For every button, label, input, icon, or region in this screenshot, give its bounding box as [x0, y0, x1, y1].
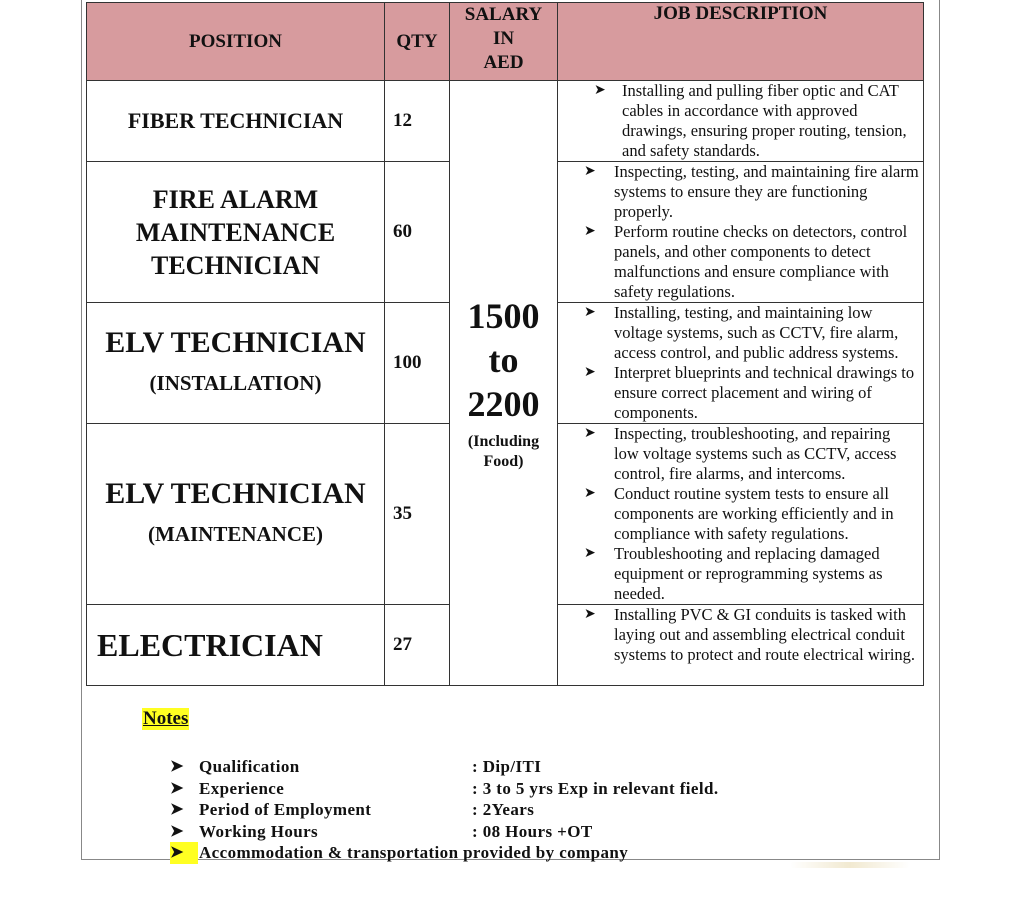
- position-electrician: ELECTRICIAN: [87, 605, 385, 686]
- description-text: Installing, testing, and maintaining low voltage systems, such as CCTV, fire alarm, access control, and public address systems.: [614, 303, 899, 362]
- header-salary: [450, 3, 558, 81]
- header-qty: QTY: [385, 3, 450, 81]
- description-text: Conduct routine system tests to ensure all components are working efficiently and in compliance with safety regulations.: [614, 484, 894, 543]
- position-elv-installation: [87, 303, 385, 424]
- job-description: [558, 81, 924, 162]
- arrow-bullet-icon: ➤: [170, 801, 184, 819]
- note-label: Period of Employment: [199, 800, 372, 820]
- table-header-row: [87, 3, 924, 81]
- salary-note: [450, 432, 557, 472]
- notes-title: Notes: [143, 708, 189, 729]
- arrow-bullet-icon: ➤: [170, 758, 184, 775]
- qty-value: 35: [385, 424, 450, 605]
- list-item: [558, 222, 923, 302]
- header-job-description: JOB DESCRIPTION: [558, 3, 924, 81]
- position-fiber-technician: FIBER TECHNICIAN: [87, 81, 385, 162]
- note-label: Qualification: [199, 757, 300, 776]
- job-description: [558, 424, 924, 605]
- arrow-bullet-icon: ➤: [584, 224, 596, 239]
- header-position: POSITION: [87, 3, 385, 81]
- salary-from: 1500: [467, 296, 540, 336]
- job-description: [558, 303, 924, 424]
- position-fire-alarm-technician: [87, 162, 385, 303]
- position-subtitle: (MAINTENANCE): [148, 522, 323, 546]
- position-subtitle: (INSTALLATION): [149, 371, 322, 395]
- table-row: [87, 81, 924, 162]
- position-line: MAINTENANCE: [135, 217, 336, 247]
- position-title: ELV TECHNICIAN: [105, 326, 366, 359]
- position-elv-maintenance: [87, 424, 385, 605]
- arrow-bullet-icon: ➤: [584, 305, 596, 320]
- position-line: FIRE ALARM: [152, 184, 319, 214]
- position-line: TECHNICIAN: [150, 250, 321, 280]
- note-label: Experience: [199, 778, 285, 798]
- salary-cell: [450, 81, 558, 686]
- header-salary-line3: AED: [483, 52, 524, 73]
- job-description: [558, 162, 924, 303]
- position-title: ELV TECHNICIAN: [105, 477, 366, 510]
- note-label: Working Hours: [199, 821, 319, 841]
- qty-value: 27: [385, 605, 450, 686]
- arrow-bullet-icon: ➤: [584, 486, 596, 501]
- scan-smudge: [790, 862, 910, 868]
- arrow-bullet-icon: ➤: [584, 607, 596, 622]
- job-description: [558, 605, 924, 686]
- salary-note-line1: (Including: [467, 433, 540, 450]
- list-item: [558, 303, 923, 363]
- arrow-bullet-icon: ➤: [170, 779, 184, 797]
- note-value: : 08 Hours +OT: [472, 821, 593, 841]
- list-item: [558, 81, 923, 161]
- note-value: : 2Years: [472, 800, 535, 820]
- list-item: [558, 484, 923, 544]
- header-salary-line2: IN: [492, 28, 515, 49]
- note-value: : Dip/ITI: [472, 757, 542, 776]
- salary-to-word: to: [488, 340, 519, 380]
- salary-note-line2: Food): [483, 453, 524, 470]
- description-text: Inspecting, troubleshooting, and repairing low voltage systems such as CCTV, access control, fire alarms, and intercoms.: [614, 424, 897, 483]
- salary-to: 2200: [467, 384, 540, 424]
- note-footer: Accommodation & transportation provided by company: [199, 843, 629, 863]
- list-item: [558, 424, 923, 484]
- list-item: [558, 363, 923, 423]
- qty-value: 100: [385, 303, 450, 424]
- qty-value: 60: [385, 162, 450, 303]
- list-item: [558, 605, 923, 665]
- header-salary-line1: SALARY: [464, 4, 543, 25]
- arrow-bullet-icon: ➤: [584, 426, 596, 441]
- list-item: [558, 162, 923, 222]
- arrow-bullet-icon: ➤: [584, 365, 596, 380]
- arrow-bullet-icon: ➤: [170, 842, 198, 864]
- list-item: [558, 544, 923, 604]
- description-text: Installing PVC & GI conduits is tasked with laying out and assembling electrical conduit systems to protect and route electrical wiring.: [614, 605, 916, 664]
- description-text: Inspecting, testing, and maintaining fire alarm systems to ensure they are functioning properly.: [614, 162, 919, 221]
- arrow-bullet-icon: ➤: [584, 164, 596, 179]
- description-text: Interpret blueprints and technical drawings to ensure correct placement and wiring of components.: [614, 363, 915, 422]
- description-text: Troubleshooting and replacing damaged equipment or reprogramming systems as needed.: [614, 544, 883, 603]
- arrow-bullet-icon: ➤: [594, 83, 606, 98]
- description-text: Perform routine checks on detectors, control panels, and other components to detect malfunctions and ensure compliance with safety regulations.: [614, 222, 908, 301]
- arrow-bullet-icon: ➤: [584, 546, 596, 561]
- jobs-table: [86, 2, 924, 686]
- description-text: Installing and pulling fiber optic and CAT cables in accordance with approved drawings, ensuring proper routing, tension, and safety standards.: [622, 81, 907, 160]
- qty-value: 12: [385, 81, 450, 162]
- arrow-bullet-icon: ➤: [170, 822, 184, 840]
- note-value: : 3 to 5 yrs Exp in relevant field.: [472, 778, 719, 798]
